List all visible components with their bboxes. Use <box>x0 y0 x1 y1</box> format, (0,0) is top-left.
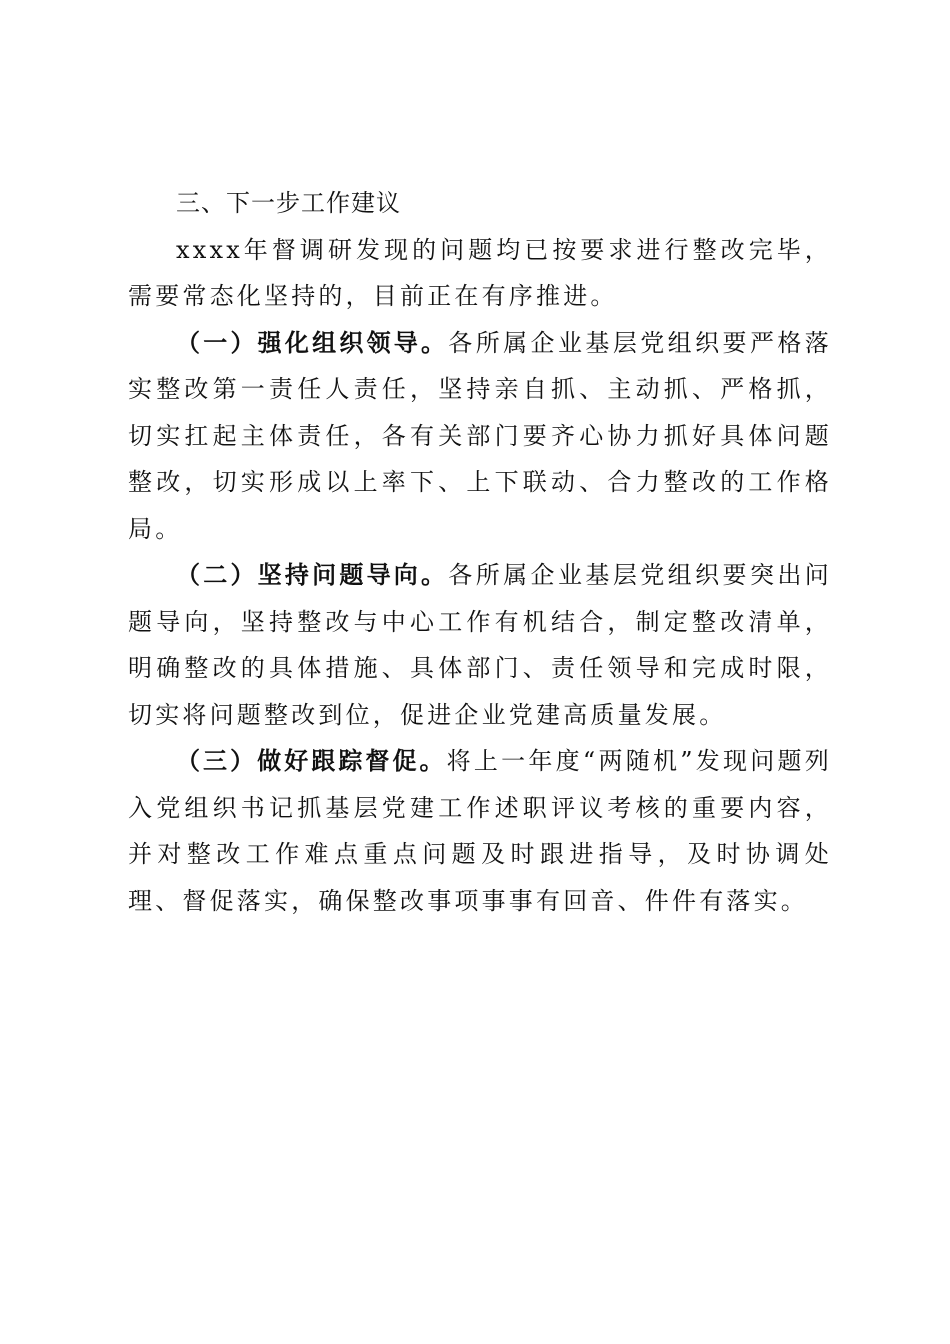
item-paragraph-3 <box>128 738 832 924</box>
item-lead-2: （二）坚持问题导向。 <box>176 561 449 589</box>
document-body <box>128 180 832 924</box>
item-paragraph-1 <box>128 320 832 553</box>
item-body-3: 将上一年度“两随机”发现问题列入党组织书记抓基层党建工作述职评议考核的重要内容，并对整改工作难点重点问题及时跟进指导，及时协调处理、督促落实，确保整改事项事事有回音、件件有落实。 <box>128 747 832 915</box>
item-paragraph-2 <box>128 552 832 738</box>
item-lead-3: （三）做好跟踪督促。 <box>176 747 447 775</box>
item-lead-1: （一）强化组织领导。 <box>176 328 449 357</box>
item-body-2: 各所属企业基层党组织要突出问题导向，坚持整改与中心工作有机结合，制定整改清单，明确整改的具体措施、具体部门、责任领导和完成时限，切实将问题整改到位，促进企业党建高质量发展。 <box>128 561 832 729</box>
intro-paragraph: xxxx年督调研发现的问题均已按要求进行整改完毕，需要常态化坚持的，目前正在有序推进。 <box>128 235 832 310</box>
section-heading: 三、下一步工作建议 <box>176 189 401 217</box>
item-body-1: 各所属企业基层党组织要严格落实整改第一责任人责任，坚持亲自抓、主动抓、严格抓，切实扛起主体责任，各有关部门要齐心协力抓好具体问题整改，切实形成以上率下、上下联动、合力整改的工作格局。 <box>128 328 832 543</box>
